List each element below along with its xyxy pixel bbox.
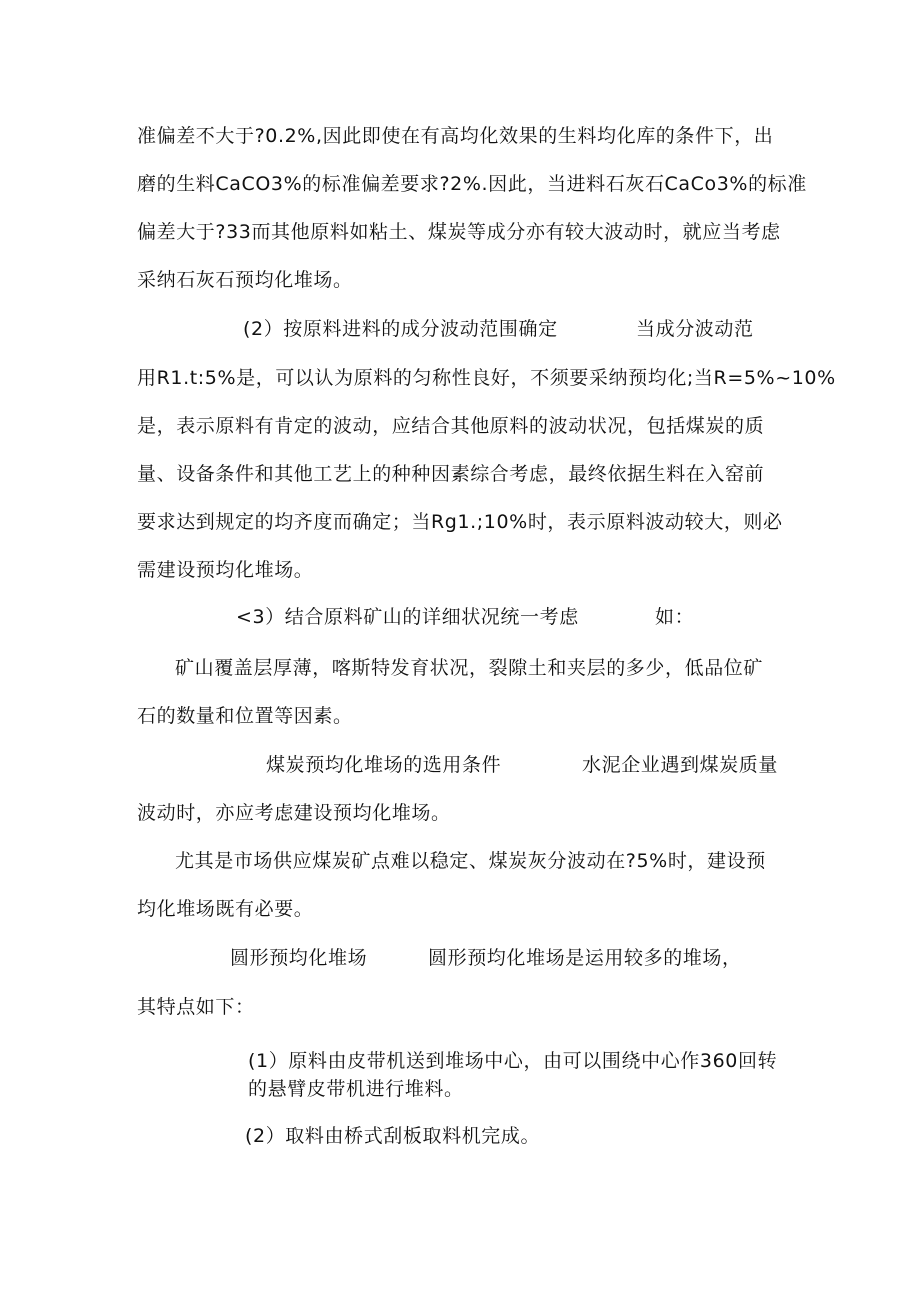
heading-tail: 水泥企业遇到煤炭质量 <box>582 754 779 776</box>
text-line: 是，表示原料有肯定的波动，应结合其他原料的波动状况，包括煤炭的质 <box>137 415 765 437</box>
section-heading: <3）结合原料矿山的详细状况统一考虑 <box>236 606 579 628</box>
text-line: 要求达到规定的均齐度而确定；当Rg1.;10%时，表示原料波动较大，则必 <box>137 511 783 533</box>
list-item: (1）原料由皮带机送到堆场中心，由可以围绕中心作360回转 <box>248 1050 778 1072</box>
text-line: 矿山覆盖层厚薄，喀斯特发育状况，裂隙土和夹层的多少，低品位矿 <box>175 657 764 679</box>
heading-tail: 如： <box>655 606 695 628</box>
text-line: 偏差大于?33而其他原料如粘土、煤炭等成分亦有较大波动时，就应当考虑 <box>137 221 781 243</box>
list-item-continuation: 的悬臂皮带机进行堆料。 <box>248 1078 464 1100</box>
heading-tail: 圆形预均化堆场是运用较多的堆场， <box>428 947 742 969</box>
text-line: 量、设备条件和其他工艺上的种种因素综合考虑，最终依据生料在入窑前 <box>137 463 765 485</box>
text-line: 其特点如下： <box>137 996 255 1018</box>
list-item: (2）取料由桥式刮板取料机完成。 <box>245 1125 541 1147</box>
text-line: 尤其是市场供应煤炭矿点难以稳定、煤炭灰分波动在?5%时，建设预 <box>175 850 766 872</box>
text-line: 石的数量和位置等因素。 <box>137 705 353 727</box>
text-line: 用R1.t:5%是，可以认为原料的匀称性良好，不须要采纳预均化;当R=5%~10% <box>137 367 836 389</box>
section-heading: (2）按原料进料的成分波动范围确定 <box>243 318 558 340</box>
section-heading: 煤炭预均化堆场的选用条件 <box>266 754 502 776</box>
text-line: 准偏差不大于?0.2%,因此即使在有高均化效果的生料均化库的条件下，出 <box>137 125 774 147</box>
text-line: 需建设预均化堆场。 <box>137 559 314 581</box>
text-line: 均化堆场既有必要。 <box>137 898 314 920</box>
section-heading: 圆形预均化堆场 <box>230 947 368 969</box>
text-line: 波动时，亦应考虑建设预均化堆场。 <box>137 802 451 824</box>
text-line: 采纳石灰石预均化堆场。 <box>137 269 353 291</box>
heading-tail: 当成分波动范 <box>636 318 754 340</box>
text-line: 磨的生料CaCO3%的标准偏差要求?2%.因此，当进料石灰石CaCo3%的标准 <box>137 173 807 195</box>
